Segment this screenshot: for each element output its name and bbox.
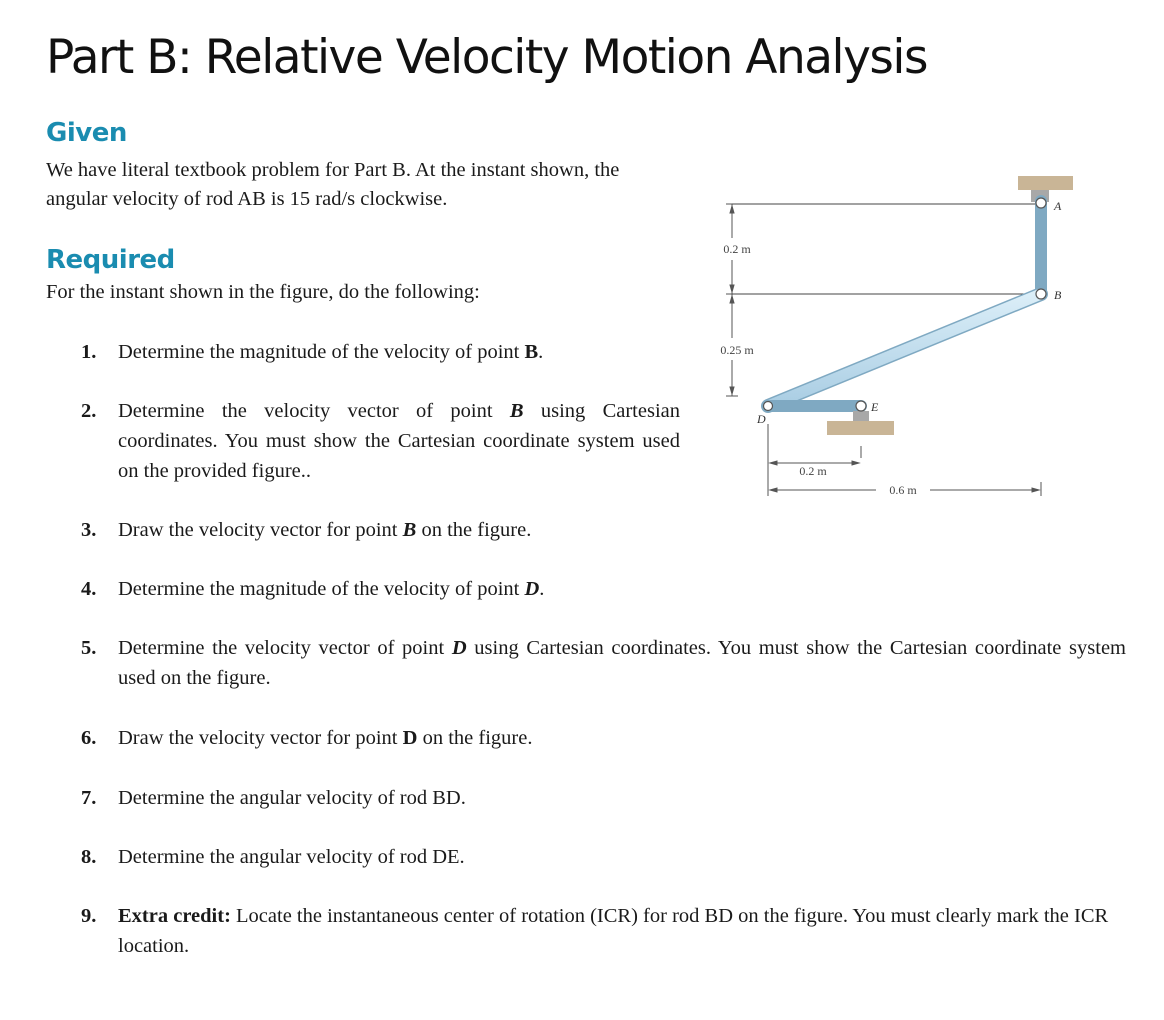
list-item: 8. Determine the angular velocity of rod DE.	[81, 846, 465, 868]
dim-label-de: 0.2 m	[799, 464, 827, 478]
pin-a	[1036, 198, 1046, 208]
vertical-dimension	[726, 204, 738, 396]
list-item: 3. Draw the velocity vector for point B on the figure.	[81, 519, 532, 541]
required-intro: For the instant shown in the figure, do the following:	[46, 281, 480, 303]
pin-b	[1036, 289, 1046, 299]
pin-e	[856, 401, 866, 411]
list-item: 9. Extra credit: Locate the instantaneous center of rotation (ICR) for rod BD on the figure. You must clearly mark the ICR location.	[81, 905, 1109, 957]
label-b: B	[1054, 288, 1062, 302]
mechanism-figure	[690, 168, 1090, 508]
list-item: 7. Determine the angular velocity of rod BD.	[81, 787, 466, 809]
list-item: 4. Determine the magnitude of the velocity of point D.	[81, 578, 545, 600]
dim-label-mid: 0.25 m	[720, 343, 754, 357]
dim-label-total: 0.6 m	[889, 483, 917, 497]
ceiling-support	[1018, 176, 1073, 190]
given-text: We have literal textbook problem for Part B. At the instant shown, the angular velocity of rod AB is 15 rad/s clockwise.	[46, 159, 620, 210]
label-a: A	[1054, 199, 1062, 213]
dim-label-top: 0.2 m	[723, 242, 751, 256]
required-heading: Required	[46, 245, 175, 275]
list-item: 6. Draw the velocity vector for point D on the figure.	[81, 727, 533, 749]
given-heading: Given	[46, 118, 127, 148]
label-d: D	[757, 412, 766, 426]
page-title: Part B: Relative Velocity Motion Analysis	[46, 30, 927, 85]
ground-support	[827, 421, 894, 435]
list-item: 5. Determine the velocity vector of point D using Cartesian coordinates. You must show the Cartesian coordinate system used on the figure.	[81, 637, 1126, 689]
list-item: 1. Determine the magnitude of the velocity of point B.	[81, 341, 544, 363]
label-e: E	[871, 400, 879, 414]
list-item: 2. Determine the velocity vector of point B using Cartesian coordinates. You must show the Cartesian coordinate system used on the provided figure..	[81, 400, 680, 482]
pin-d	[764, 402, 773, 411]
